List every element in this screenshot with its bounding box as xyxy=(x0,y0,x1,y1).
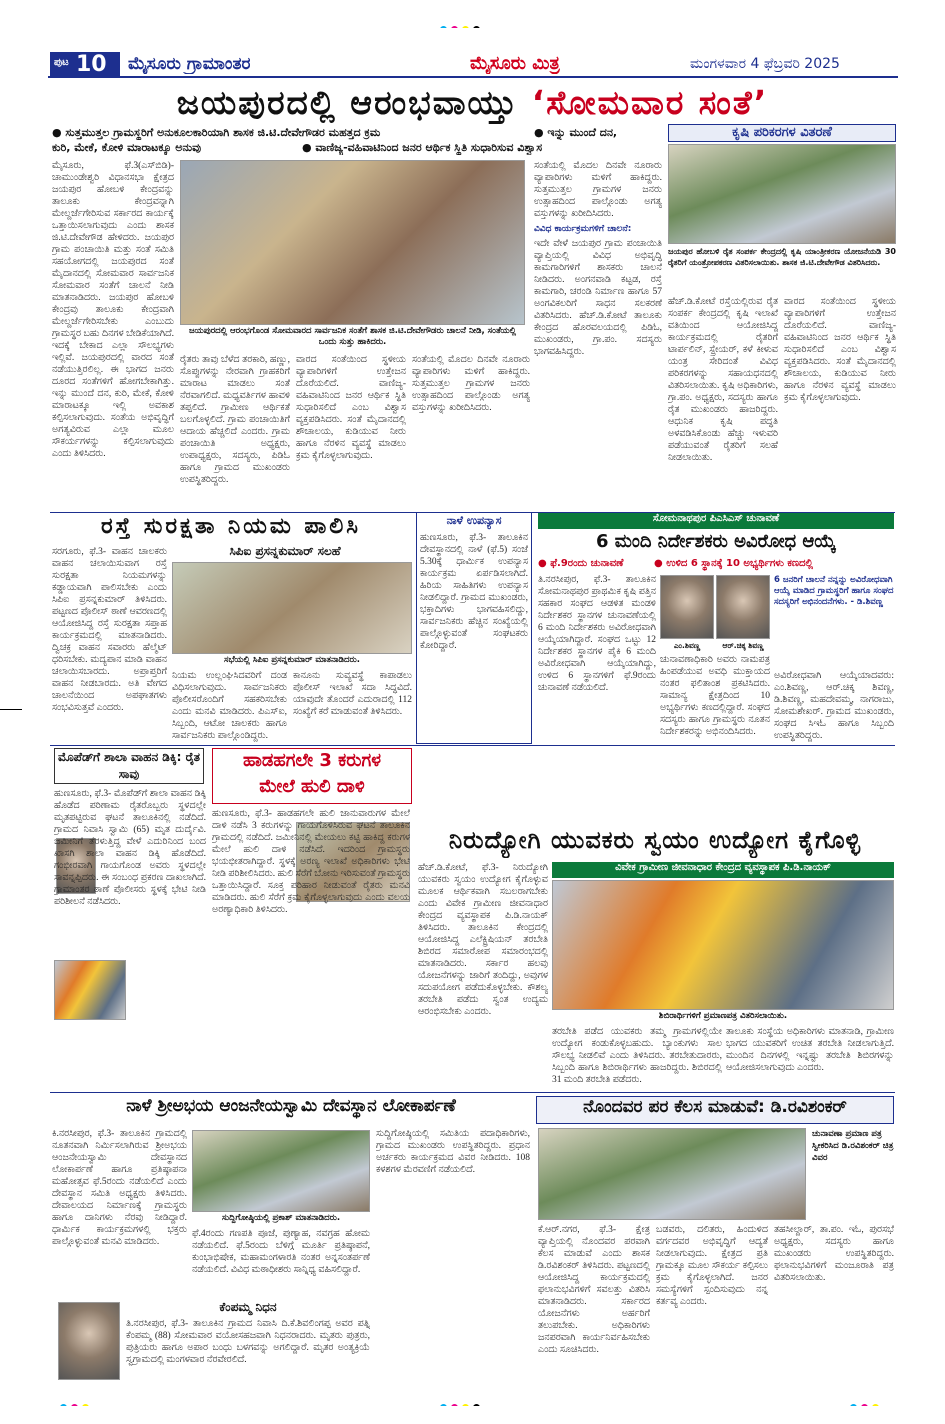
krishi-photo xyxy=(668,144,896,244)
lead-kicker-1: ● ಸುತ್ತಮುತ್ತಲ ಗ್ರಾಮಸ್ಥರಿಗೆ ಅನುಕೂಲಕಾರಿಯಾಗಿ ಶಾಸಕ ಜಿ.ಟಿ.ದೇವೇಗೌಡರ ಮಹತ್ತದ ಕ್ರಮ xyxy=(52,126,381,139)
page-label: ಪುಟ xyxy=(54,57,69,68)
section-title: ಮೈಸೂರು ಗ್ರಾಮಾಂತರ xyxy=(128,54,251,74)
lead-kicker-3: ಕುರಿ, ಮೇಕೆ, ಕೋಳಿ ಮಾರಾಟಕ್ಕೂ ಅನುವು xyxy=(52,141,202,154)
service-col3: ತಹಸೀಲ್ದಾರ್, ತಾ.ಪಂ. ಇಓ, ಪುರಸಭೆ ಅಧ್ಯಕ್ಷರು, ಸದಸ್ಯರು ಹಾಗೂ ಮುಖಂಡರು ಉಪಸ್ಥಿತರಿದ್ದರು. ಫಲಾನುಭವಿಗಳಿಗೆ ಮಂಜೂರಾತಿ ಪತ್ರ ವಿತರಿಸಲಾಯಿತು. xyxy=(774,1225,894,1283)
pacs-name-2: ಆರ್.ಚಿಕ್ಕ ಶಿವಣ್ಣ xyxy=(716,640,770,651)
pacs-sub2: ● ಉಳಿದ 6 ಸ್ಥಾನಕ್ಕೆ 10 ಅಭ್ಯರ್ಥಿಗಳು ಕಣದಲ್ಲಿ xyxy=(654,558,813,569)
lead-col5: ಇದೇ ವೇಳೆ ಜಯಪುರ ಗ್ರಾಮ ಪಂಚಾಯಿತಿ ವ್ಯಾಪ್ತಿಯಲ್ಲಿ ವಿವಿಧ ಅಭಿವೃದ್ಧಿ ಕಾಮಗಾರಿಗಳಿಗೆ ಶಾಸಕರು ಚಾಲನೆ ನೀಡಿದರು. ಅಂಗನವಾಡಿ ಕಟ್ಟಡ, ರಸ್ತೆ ಕಾಮಗಾರಿ, ಚರಂಡಿ ನಿರ್ಮಾಣ ಹಾಗೂ 57 ಅಂಗವಿಕಲರಿಗೆ ಸಾಧನ ಸಲಕರಣೆ ವಿತರಿಸಿದರು. ಹೆಚ್.ಡಿ.ಕೋಟೆ ತಾಲೂಕು ಕೇಂದ್ರದ ಹೊರವಲಯದಲ್ಲಿ ಪಿಡಿಓ, ಮುಖಂಡರು, ಗ್ರಾ.ಪಂ. ಸದಸ್ಯರು ಭಾಗವಹಿಸಿದ್ದರು. xyxy=(534,239,662,357)
pacs-portrait-1 xyxy=(660,575,714,639)
school-title: ಮೊಪೆಡ್‍ಗೆ ಶಾಲಾ ವಾಹನ ಡಿಕ್ಕಿ: ರೈತ ಸಾವು xyxy=(54,748,204,784)
lead-photo-caption: ಜಯಪುರದಲ್ಲಿ ಆರಂಭಗೊಂಡ ಸೋಮವಾರದ ಸಾರ್ವಜನಿಕ ಸಂತೆಗೆ ಶಾಸಕ ಜಿ.ಟಿ.ದೇವೇಗೌಡರು ಚಾಲನೆ ನೀಡಿ, ಸಂತೆಯಲ್ಲಿ ಒಂದು ಸುತ್ತು ಹಾಕಿದರು. xyxy=(180,326,525,350)
lead-headline xyxy=(50,82,895,124)
krishi-caption: ಜಯಪುರ ಹೋಬಳಿ ರೈತ ಸಂಪರ್ಕ ಕೇಂದ್ರದಲ್ಲಿ ಕೃಷಿ ಯಾಂತ್ರೀಕರಣ ಯೋಜನೆಯಡಿ 30 ರೈತರಿಗೆ ಯಂತ್ರೋಪಕರಣ ವಿತರಿಸಲಾಯಿತು. ಶಾಸಕ ಜಿ.ಟಿ.ದೇವೇಗೌಡ ವಿತರಿಸಿದರು. xyxy=(668,246,896,292)
temple-caption: ಸುದ್ದಿಗೋಷ್ಠಿಯಲ್ಲಿ ಪ್ರಕಾಶ್ ಮಾತನಾಡಿದರು. xyxy=(192,1213,370,1225)
pacs-col2: ಚುನಾವಣಾಧಿಕಾರಿ ಅವರು ನಾಮಪತ್ರ ಹಿಂಪಡೆಯುವ ಅವಧಿ ಮುಕ್ತಾಯದ ನಂತರ ಫಲಿತಾಂಶ ಪ್ರಕಟಿಸಿದರು. ಸಾಮಾನ್ಯ ಕ್ಷೇತ್ರದಿಂದ 10 ಅಭ್ಯರ್ಥಿಗಳು ಕಣದಲ್ಲಿದ್ದಾರೆ. ಸಂಘದ ಸದಸ್ಯರು ಹಾಗೂ ಗ್ರಾಮಸ್ಥರು ನೂತನ ನಿರ್ದೇಶಕರನ್ನು ಅಭಿನಂದಿಸಿದರು. xyxy=(660,655,770,737)
jobs-photo xyxy=(552,880,894,1010)
road-col3: ಕಾನೂನು ಸುವ್ಯವಸ್ಥೆ ಕಾಪಾಡಲು ಪೊಲೀಸ್ ಇಲಾಖೆ ಸದಾ ಸಿದ್ಧವಿದೆ. ಯಾವುದೇ ತೊಂದರೆ ಎದುರಾದಲ್ಲಿ 112 ಸಂಖ್ಯೆಗೆ ಕರೆ ಮಾಡುವಂತೆ ತಿಳಿಸಿದರು. xyxy=(293,671,412,717)
lead-kicker-4: ● ವಾಣಿಜ್ಯ-ವಹಿವಾಟಿನಿಂದ ಜನರ ಆರ್ಥಿಕ ಸ್ಥಿತಿ ಸುಧಾರಿಸುವ ವಿಶ್ವಾಸ xyxy=(302,141,543,154)
issue-date: ಮಂಗಳವಾರ 4 ಫೆಬ್ರವರಿ 2025 xyxy=(690,56,840,72)
temple-headline: ನಾಳೆ ಶ್ರೀಅಭಯ ಆಂಜನೇಯಸ್ವಾಮಿ ದೇವಸ್ಥಾನ ಲೋಕಾರ್ಪಣೆ xyxy=(126,1096,456,1116)
jobs-col2: ತರಬೇತಿ ಪಡೆದ ಯುವಕರು ತಮ್ಮ ಗ್ರಾಮಗಳಲ್ಲಿಯೇ ಉದ್ಯೋಗ ಕಂಡುಕೊಳ್ಳಬಹುದು. ಬ್ಯಾಂಕುಗಳು ಸಾಲ ಸೌಲಭ್ಯ ನೀಡಲಿವೆ ಎಂದು ತಿಳಿಸಿದರು. ತರಬೇತುದಾರರು, ಸಿಬ್ಬಂದಿ ಹಾಗೂ ಶಿಬಿರಾರ್ಥಿಗಳು ಹಾಜರಿದ್ದರು. ಶಿಬಿರದಲ್ಲಿ 31 ಮಂದಿ ತರಬೇತಿ ಪಡೆದರು. xyxy=(552,1027,722,1085)
jobs-col1: ಹೆಚ್.ಡಿ.ಕೋಟೆ, ಫೆ.3- ನಿರುದ್ಯೋಗಿ ಯುವಕರು ಸ್ವಯಂ ಉದ್ಯೋಗ ಕೈಗೊಳ್ಳುವ ಮೂಲಕ ಆರ್ಥಿಕವಾಗಿ ಸಬಲರಾಗಬೇಕು ಎಂದು ವಿವೇಕ ಗ್ರಾಮೀಣ ಜೀವನಾಧಾರ ಕೇಂದ್ರದ ವ್ಯವಸ್ಥಾಪಕ ಪಿ.ಡಿ.ನಾಯಕ್ ತಿಳಿಸಿದರು. ತಾಲೂಕಿನ ಕೇಂದ್ರದಲ್ಲಿ ಆಯೋಜಿಸಿದ್ದ ಎಲೆಕ್ಟ್ರಿಷಿಯನ್ ತರಬೇತಿ ಶಿಬಿರದ ಸಮಾರೋಪ ಸಮಾರಂಭದಲ್ಲಿ ಮಾತನಾಡಿದರು. ಸರ್ಕಾರ ಹಲವು ಯೋಜನೆಗಳನ್ನು ಜಾರಿಗೆ ತಂದಿದ್ದು, ಅವುಗಳ ಸದುಪಯೋಗ ಪಡೆದುಕೊಳ್ಳಬೇಕು. ಕೌಶಲ್ಯ ತರಬೇತಿ ಪಡೆದು ಸ್ವಂತ ಉದ್ಯಮ ಆರಂಭಿಸಬೇಕು ಎಂದರು. xyxy=(418,863,548,1017)
road-headline: ರಸ್ತೆ ಸುರಕ್ಷತಾ ನಿಯಮ ಪಾಲಿಸಿ xyxy=(101,514,361,539)
road-subheadline: ಸಿಪಿಐ ಪ್ರಸನ್ನಕುಮಾರ್ ಸಲಹೆ xyxy=(229,544,341,558)
tiger-title-1: ಹಾಡಹಗಲೇ 3 ಕರುಗಳ xyxy=(243,750,381,771)
lead-headline-part2: ‘ಸೋಮವಾರ ಸಂತೆ’ xyxy=(531,83,769,122)
pacs-name-1: ಎಂ.ಶಿವಣ್ಣ xyxy=(660,640,714,651)
page-number-box xyxy=(50,52,120,76)
left-crop-mark xyxy=(0,709,22,710)
pacs-portrait-2 xyxy=(716,575,770,639)
pacs-headline: 6 ಮಂದಿ ನಿರ್ದೇಶಕರು ಅವಿರೋಧ ಆಯ್ಕೆ xyxy=(596,531,836,552)
road-caption: ಸಭೆಯಲ್ಲಿ ಸಿಪಿಐ ಪ್ರಸನ್ನಕುಮಾರ್ ಮಾತನಾಡಿದರು. xyxy=(172,655,412,667)
lead-photo xyxy=(180,160,525,325)
temple-col1: ಕಿ.ನರಸೀಪುರ, ಫೆ.3- ತಾಲೂಕಿನ ಗ್ರಾಮದಲ್ಲಿ ನೂತನವಾಗಿ ನಿರ್ಮಿಸಲಾಗಿರುವ ಶ್ರೀಅಭಯ ಆಂಜನೇಯಸ್ವಾಮಿ ದೇವಸ್ಥಾನದ ಲೋಕಾರ್ಪಣೆ ಹಾಗೂ ಪ್ರತಿಷ್ಠಾಪನಾ ಮಹೋತ್ಸವ ಫೆ.5ರಂದು ನಡೆಯಲಿದೆ ಎಂದು ದೇವಸ್ಥಾನ ಸಮಿತಿ ಅಧ್ಯಕ್ಷರು ತಿಳಿಸಿದರು. ದೇವಾಲಯದ ನಿರ್ಮಾಣಕ್ಕೆ ಗ್ರಾಮಸ್ಥರು ಹಾಗೂ ದಾನಿಗಳು ನೆರವು ನೀಡಿದ್ದಾರೆ. ಧಾರ್ಮಿಕ ಕಾರ್ಯಕ್ರಮಗಳಲ್ಲಿ ಭಕ್ತರು ಪಾಲ್ಗೊಳ್ಳುವಂತೆ ಮನವಿ ಮಾಡಿದರು. xyxy=(52,1129,187,1247)
krishi-body-2: ವಾರದ ಸಂತೆಯಿಂದ ಸ್ಥಳೀಯ ವ್ಯಾಪಾರಿಗಳಿಗೆ ಉತ್ತೇಜನ ದೊರೆಯಲಿದೆ. ವಾಣಿಜ್ಯ-ವಹಿವಾಟಿನಿಂದ ಜನರ ಆರ್ಥಿಕ ಸ್ಥಿತಿ ಸುಧಾರಿಸಲಿದೆ ಎಂಬ ವಿಶ್ವಾಸ ವ್ಯಕ್ತಪಡಿಸಿದರು. ಸಂತೆ ಮೈದಾನದಲ್ಲಿ ಶೌಚಾಲಯ, ಕುಡಿಯುವ ನೀರು ಹಾಗೂ ನೆರಳಿನ ವ್ಯವಸ್ಥೆ ಮಾಡಲು ಕ್ರಮ ಕೈಗೊಳ್ಳಲಾಗುವುದು. xyxy=(784,297,896,403)
jobs-col3: ತಾಲೂಕು ಸಂಸ್ಥೆಯ ಅಧಿಕಾರಿಗಳು ಮಾತನಾಡಿ, ಗ್ರಾಮೀಣ ಭಾಗದ ಯುವಕರಿಗೆ ಉಚಿತ ತರಬೇತಿ ನೀಡಲಾಗುತ್ತಿದೆ. ಮುಂದಿನ ದಿನಗಳಲ್ಲಿ ಇನ್ನಷ್ಟು ತರಬೇತಿ ಶಿಬಿರಗಳನ್ನು ಆಯೋಜಿಸಲಾಗುವುದು ಎಂದರು. xyxy=(726,1027,894,1073)
jobs-headline: ನಿರುದ್ಯೋಗಿ ಯುವಕರು ಸ್ವಯಂ ಉದ್ಯೋಗ ಕೈಗೊಳ್ಳಿ xyxy=(448,826,862,854)
jobs-caption: ಶಿಬಿರಾರ್ಥಿಗಳಿಗೆ ಪ್ರಮಾಣಪತ್ರ ವಿತರಿಸಲಾಯಿತು. xyxy=(552,1011,894,1023)
top-registration-dots xyxy=(440,18,520,28)
road-col2: ನಿಯಮ ಉಲ್ಲಂಘಿಸಿದವರಿಗೆ ದಂಡ ವಿಧಿಸಲಾಗುವುದು. ಸಾರ್ವಜನಿಕರು ಪೊಲೀಸರೊಂದಿಗೆ ಸಹಕರಿಸಬೇಕು ಎಂದು ಮನವಿ ಮಾಡಿದರು. ಪಿಎಸ್‍ಐ, ಸಿಬ್ಬಂದಿ, ಆಟೋ ಚಾಲಕರು ಹಾಗೂ ಸಾರ್ವಜನಿಕರು ಪಾಲ್ಗೊಂಡಿದ್ದರು. xyxy=(172,671,287,741)
jobs-tag: ವಿವೇಕ ಗ್ರಾಮೀಣ ಜೀವನಾಧಾರ ಕೇಂದ್ರದ ವ್ಯವಸ್ಥಾಪಕ ಪಿ.ಡಿ.ನಾಯಕ್ xyxy=(552,862,894,878)
page-number: 10 xyxy=(76,52,107,76)
bottom-right-dots xyxy=(850,1396,910,1406)
temple-photo xyxy=(192,1130,370,1212)
lead-col5-top: ಸಂತೆಯಲ್ಲಿ ಮೊದಲ ದಿನವೇ ನೂರಾರು ವ್ಯಾಪಾರಿಗಳು ಮಳಿಗೆ ಹಾಕಿದ್ದರು. ಸುತ್ತಮುತ್ತಲ ಗ್ರಾಮಗಳ ಜನರು ಉತ್ಸಾಹದಿಂದ ಪಾಲ್ಗೊಂಡು ಅಗತ್ಯ ವಸ್ತುಗಳನ್ನು ಖರೀದಿಸಿದರು. xyxy=(534,161,662,219)
pacs-tag: ಸೋಮನಾಥಪುರ ಪಿಎಸಿಎಸ್ ಚುನಾವಣೆ xyxy=(538,513,894,529)
service-side-caption: ಚುನಾವಣಾ ಪ್ರಮಾಣ ಪತ್ರ ಸ್ವೀಕರಿಸಿದ ಡಿ.ರವಿಶಂಕರ್ ಚಿತ್ರ ವಿವರ xyxy=(812,1129,894,1163)
lead-col1: ಮೈಸೂರು, ಫೆ.3(ಎಸ್‍ಬಿಡಿ)- ಚಾಮುಂಡೇಶ್ವರಿ ವಿಧಾನಸಭಾ ಕ್ಷೇತ್ರದ ಜಯಪುರ ಹೋಬಳಿ ಕೇಂದ್ರವನ್ನು ತಾಲೂಕು ಕೇಂದ್ರವನ್ನಾಗಿ ಮೇಲ್ದರ್ಜೆಗೇರಿಸುವ ಸರ್ಕಾರದ ಕಾರ್ಯಕ್ಕೆ ಒತ್ತಾಯಿಸಲಾಗುವುದು ಎಂದು ಶಾಸಕ ಜಿ.ಟಿ.ದೇವೇಗೌಡ ಹೇಳಿದರು. ಜಯಪುರ ಗ್ರಾಮ ಪಂಚಾಯಿತಿ ಮತ್ತು ಸಂತೆ ಸಮಿತಿ ಸಹಯೋಗದಲ್ಲಿ ಜಯಪುರದ ಸಂತೆ ಮೈದಾನದಲ್ಲಿ ಸೋಮವಾರ ಸಾರ್ವಜನಿಕ ಸೋಮವಾರ ಸಂತೆಗೆ ಚಾಲನೆ ನೀಡಿ ಮಾತನಾಡಿದರು. ಜಯಪುರ ಹೋಬಳಿ ಕೇಂದ್ರವು ತಾಲೂಕು ಕೇಂದ್ರವಾಗಿ ಮೇಲ್ದರ್ಜೆಗೇರಿಸಬೇಕು ಎಂಬುದು ಗ್ರಾಮಸ್ಥರ ಬಹು ದಿನಗಳ ಬೇಡಿಕೆಯಾಗಿದೆ. ಇದಕ್ಕೆ ಬೇಕಾದ ಎಲ್ಲಾ ಸೌಲಭ್ಯಗಳು ಇಲ್ಲಿವೆ. ಜಯಪುರದಲ್ಲಿ ವಾರದ ಸಂತೆ ನಡೆಯುತ್ತಿರಲಿಲ್ಲ. ಈ ಭಾಗದ ಜನರು ದೂರದ ಸಂತೆಗಳಿಗೆ ಹೋಗಬೇಕಾಗಿತ್ತು. ಇನ್ನು ಮುಂದೆ ದನ, ಕುರಿ, ಮೇಕೆ, ಕೋಳಿ ಮಾರಾಟಕ್ಕೂ ಇಲ್ಲಿ ಅವಕಾಶ ಕಲ್ಪಿಸಲಾಗುವುದು. ಸಂತೆಯ ಅಭಿವೃದ್ಧಿಗೆ ಅಗತ್ಯವಿರುವ ಎಲ್ಲಾ ಮೂಲ ಸೌಕರ್ಯಗಳನ್ನು ಕಲ್ಪಿಸಲಾಗುವುದು ಎಂದು ತಿಳಿಸಿದರು. xyxy=(52,161,174,459)
bottom-registration-dots xyxy=(440,1396,520,1406)
divider-3 xyxy=(50,1092,895,1093)
service-headline: ನೊಂದವರ ಪರ ಕೆಲಸ ಮಾಡುವೆ: ಡಿ.ರವಿಶಂಕರ್ xyxy=(536,1096,894,1124)
obit-photo xyxy=(58,1302,120,1380)
lead-headline-part1: ಜಯಪುರದಲ್ಲಿ ಆರಂಭವಾಯ್ತು xyxy=(176,83,532,122)
pacs-col3: ಅವಿರೋಧವಾಗಿ ಆಯ್ಕೆಯಾದವರು: ಎಂ.ಶಿವಣ್ಣ, ಆರ್.ಚಿಕ್ಕ ಶಿವಣ್ಣ, ಡಿ.ಶಿವಣ್ಣ, ಮಹದೇವಮ್ಮ, ನಾಗರಾಜು, ಸೋಮಶೇಖರ್. ಗ್ರಾಮದ ಮುಖಂಡರು, ಸಂಘದ ಸಿಇಓ ಹಾಗೂ ಸಿಬ್ಬಂದಿ ಉಪಸ್ಥಿತರಿದ್ದರು. xyxy=(774,671,894,741)
tiger-body: ಹುಣಸೂರು, ಫೆ.3- ಹಾಡಹಗಲೇ ಹುಲಿ ಜಾನುವಾರುಗಳ ಮೇಲೆ ದಾಳಿ ನಡೆಸಿ 3 ಕರುಗಳನ್ನು ಗಾಯಗೊಳಿಸಿರುವ ಘಟನೆ ತಾಲೂಕಿನ ಗ್ರಾಮದಲ್ಲಿ ನಡೆದಿದೆ. ಜಮೀನಿನಲ್ಲಿ ಮೇಯಲು ಕಟ್ಟಿ ಹಾಕಿದ್ದ ಕರುಗಳ ಮೇಲೆ ಹುಲಿ ದಾಳಿ ನಡೆಸಿದೆ. ಇದರಿಂದ ಗ್ರಾಮಸ್ಥರು ಭಯಭೀತರಾಗಿದ್ದಾರೆ. ಸ್ಥಳಕ್ಕೆ ಅರಣ್ಯ ಇಲಾಖೆ ಅಧಿಕಾರಿಗಳು ಭೇಟಿ ನೀಡಿ ಪರಿಶೀಲಿಸಿದರು. ಹುಲಿ ಸೆರೆಗೆ ಬೋನು ಇರಿಸುವಂತೆ ಗ್ರಾಮಸ್ಥರು ಒತ್ತಾಯಿಸಿದ್ದಾರೆ. ಸೂಕ್ತ ಪರಿಹಾರ ನೀಡುವಂತೆ ರೈತರು ಮನವಿ ಮಾಡಿದರು. ಹುಲಿ ಸೆರೆಗೆ ಕ್ರಮ ಕೈಗೊಳ್ಳಲಾಗುವುದು ಎಂದು ವಲಯ ಅರಣ್ಯಾಧಿಕಾರಿ ತಿಳಿಸಿದರು. xyxy=(212,809,410,915)
tiger-title-2: ಮೇಲೆ ಹುಲಿ ದಾಳಿ xyxy=(259,776,365,797)
krishi-title: ಕೃಷಿ ಪರಿಕರಗಳ ವಿತರಣೆ xyxy=(668,124,896,142)
lead-col2: ರೈತರು ತಾವು ಬೆಳೆದ ತರಕಾರಿ, ಹಣ್ಣು, ಸೊಪ್ಪುಗಳನ್ನು ನೇರವಾಗಿ ಗ್ರಾಹಕರಿಗೆ ಮಾರಾಟ ಮಾಡಲು ಸಂತೆ ನೆರವಾಗಲಿದೆ. ಮಧ್ಯವರ್ತಿಗಳ ಹಾವಳಿ ತಪ್ಪಲಿದೆ. ಗ್ರಾಮೀಣ ಆರ್ಥಿಕತೆ ಬಲಗೊಳ್ಳಲಿದೆ. ಗ್ರಾಮ ಪಂಚಾಯಿತಿಗೆ ಆದಾಯ ಹೆಚ್ಚಲಿದೆ ಎಂದರು. ಗ್ರಾಮ ಪಂಚಾಯಿತಿ ಅಧ್ಯಕ್ಷರು, ಉಪಾಧ್ಯಕ್ಷರು, ಸದಸ್ಯರು, ಪಿಡಿಓ ಹಾಗೂ ಗ್ರಾಮದ ಮುಖಂಡರು ಉಪಸ್ಥಿತರಿದ್ದರು. xyxy=(180,355,290,485)
temple-col3: ಸುದ್ದಿಗೋಷ್ಠಿಯಲ್ಲಿ ಸಮಿತಿಯ ಪದಾಧಿಕಾರಿಗಳು, ಗ್ರಾಮದ ಮುಖಂಡರು ಉಪಸ್ಥಿತರಿದ್ದರು. ಪ್ರಧಾನ ಅರ್ಚಕರು ಕಾರ್ಯಕ್ರಮದ ವಿವರ ನೀಡಿದರು. 108 ಕಳಶಗಳ ಮೆರವಣಿಗೆ ನಡೆಯಲಿದೆ. xyxy=(376,1129,530,1175)
obit-title: ಕೆಂಪಮ್ಮ ನಿಧನ xyxy=(219,1300,277,1314)
krishi-body-1: ಹೆಚ್.ಡಿ.ಕೋಟೆ ರಸ್ತೆಯಲ್ಲಿರುವ ರೈತ ಸಂಪರ್ಕ ಕೇಂದ್ರದಲ್ಲಿ ಕೃಷಿ ಇಲಾಖೆ ವತಿಯಿಂದ ಆಯೋಜಿಸಿದ್ದ ಕಾರ್ಯಕ್ರಮದಲ್ಲಿ ರೈತರಿಗೆ ಟಾರ್ಪಲಿನ್, ಸ್ಪ್ರೇಯರ್, ಕಳೆ ಕೀಳುವ ಯಂತ್ರ ಸೇರಿದಂತೆ ವಿವಿಧ ಪರಿಕರಗಳನ್ನು ಸಹಾಯಧನದಲ್ಲಿ ವಿತರಿಸಲಾಯಿತು. ಕೃಷಿ ಅಧಿಕಾರಿಗಳು, ಗ್ರಾ.ಪಂ. ಅಧ್ಯಕ್ಷರು, ಸದಸ್ಯರು ಹಾಗೂ ರೈತ ಮುಖಂಡರು ಹಾಜರಿದ್ದರು. ಆಧುನಿಕ ಕೃಷಿ ಪದ್ಧತಿ ಅಳವಡಿಸಿಕೊಂಡು ಹೆಚ್ಚು ಇಳುವರಿ ಪಡೆಯುವಂತೆ ರೈತರಿಗೆ ಸಲಹೆ ನೀಡಲಾಯಿತು. xyxy=(668,297,778,463)
paper-logo: ಮೈಸೂರು ಮಿತ್ರ xyxy=(470,53,560,74)
pacs-col1: ತಿ.ನರಸೀಪುರ, ಫೆ.3- ತಾಲೂಕಿನ ಸೋಮನಾಥಪುರ ಪ್ರಾಥಮಿಕ ಕೃಷಿ ಪತ್ತಿನ ಸಹಕಾರ ಸಂಘದ ಆಡಳಿತ ಮಂಡಳಿ ನಿರ್ದೇಶಕರ ಸ್ಥಾನಗಳ ಚುನಾವಣೆಯಲ್ಲಿ 6 ಮಂದಿ ನಿರ್ದೇಶಕರು ಅವಿರೋಧವಾಗಿ ಆಯ್ಕೆಯಾಗಿದ್ದಾರೆ. ಸಂಘದ ಒಟ್ಟು 12 ನಿರ್ದೇಶಕರ ಸ್ಥಾನಗಳ ಪೈಕಿ 6 ಮಂದಿ ಅವಿರೋಧವಾಗಿ ಆಯ್ಕೆಯಾಗಿದ್ದು, ಉಳಿದ 6 ಸ್ಥಾನಗಳಿಗೆ ಫೆ.9ರಂದು ಚುನಾವಣೆ ನಡೆಯಲಿದೆ. xyxy=(538,575,656,693)
temple-col2: ಫೆ.4ರಂದು ಗಣಪತಿ ಪೂಜೆ, ಪುಣ್ಯಾಹ, ನವಗ್ರಹ ಹೋಮ ನಡೆಯಲಿದೆ. ಫೆ.5ರಂದು ಬೆಳಿಗ್ಗೆ ಮೂರ್ತಿ ಪ್ರತಿಷ್ಠಾಪನೆ, ಕುಂಭಾಭಿಷೇಕ, ಮಹಾಮಂಗಳಾರತಿ ನಂತರ ಅನ್ನಸಂತರ್ಪಣೆ ನಡೆಯಲಿದೆ. ವಿವಿಧ ಮಠಾಧೀಶರು ಸಾನ್ನಿಧ್ಯ ವಹಿಸಲಿದ್ದಾರೆ. xyxy=(192,1229,370,1275)
divider-2 xyxy=(50,745,895,746)
road-photo xyxy=(172,562,412,654)
upanyasa-title: ನಾಳೆ ಉಪನ್ಯಾಸ xyxy=(446,514,502,527)
service-col2: ಬಡವರು, ದಲಿತರು, ಹಿಂದುಳಿದ ವರ್ಗದವರ ಅಭಿವೃದ್ಧಿಗೆ ಆದ್ಯತೆ ನೀಡಲಾಗುವುದು. ಕ್ಷೇತ್ರದ ಪ್ರತಿ ಗ್ರಾಮಕ್ಕೂ ಮೂಲ ಸೌಕರ್ಯ ಕಲ್ಪಿಸಲು ಕ್ರಮ ಕೈಗೊಳ್ಳಲಾಗಿದೆ. ಜನರ ಸಮಸ್ಯೆಗಳಿಗೆ ಸ್ಪಂದಿಸುವುದು ನನ್ನ ಕರ್ತವ್ಯ ಎಂದರು. xyxy=(656,1225,768,1307)
bottom-left-dots xyxy=(60,1396,120,1406)
lead-col4: ಸಂತೆಯಲ್ಲಿ ಮೊದಲ ದಿನವೇ ನೂರಾರು ವ್ಯಾಪಾರಿಗಳು ಮಳಿಗೆ ಹಾಕಿದ್ದರು. ಸುತ್ತಮುತ್ತಲ ಗ್ರಾಮಗಳ ಜನರು ಉತ್ಸಾಹದಿಂದ ಪಾಲ್ಗೊಂಡು ಅಗತ್ಯ ವಸ್ತುಗಳನ್ನು ಖರೀದಿಸಿದರು. xyxy=(412,355,530,413)
lead-col3: ವಾರದ ಸಂತೆಯಿಂದ ಸ್ಥಳೀಯ ವ್ಯಾಪಾರಿಗಳಿಗೆ ಉತ್ತೇಜನ ದೊರೆಯಲಿದೆ. ವಾಣಿಜ್ಯ-ವಹಿವಾಟಿನಿಂದ ಜನರ ಆರ್ಥಿಕ ಸ್ಥಿತಿ ಸುಧಾರಿಸಲಿದೆ ಎಂಬ ವಿಶ್ವಾಸ ವ್ಯಕ್ತಪಡಿಸಿದರು. ಸಂತೆ ಮೈದಾನದಲ್ಲಿ ಶೌಚಾಲಯ, ಕುಡಿಯುವ ನೀರು ಹಾಗೂ ನೆರಳಿನ ವ್ಯವಸ್ಥೆ ಮಾಡಲು ಕ್ರಮ ಕೈಗೊಳ್ಳಲಾಗುವುದು. xyxy=(296,355,406,461)
service-photo xyxy=(538,1128,806,1220)
lead-kicker-2: ● ಇನ್ನು ಮುಂದೆ ದನ, xyxy=(534,126,618,139)
obit-body: ತಿ.ನರಸೀಪುರ, ಫೆ.3- ತಾಲೂಕಿನ ಗ್ರಾಮದ ನಿವಾಸಿ ದಿ.ಕೆ.ಶಿವಲಿಂಗಪ್ಪ ಅವರ ಪತ್ನಿ ಕೆಂಪಮ್ಮ (88) ಸೋಮವಾರ ವಯೋಸಹಜವಾಗಿ ನಿಧನರಾದರು. ಮೃತರು ಪುತ್ರರು, ಪುತ್ರಿಯರು ಹಾಗೂ ಅಪಾರ ಬಂಧು ಬಳಗವನ್ನು ಅಗಲಿದ್ದಾರೆ. ಮೃತರ ಅಂತ್ಯಕ್ರಿಯೆ ಸ್ವಗ್ರಾಮದಲ್ಲಿ ಮಂಗಳವಾರ ನೆರವೇರಲಿದೆ. xyxy=(126,1319,370,1365)
road-col1: ಸರಗೂರು, ಫೆ.3- ವಾಹನ ಚಾಲಕರು ವಾಹನ ಚಲಾಯಿಸುವಾಗ ರಸ್ತೆ ಸುರಕ್ಷತಾ ನಿಯಮಗಳನ್ನು ಕಡ್ಡಾಯವಾಗಿ ಪಾಲಿಸಬೇಕು ಎಂದು ಸಿಪಿಐ ಪ್ರಸನ್ನಕುಮಾರ್ ತಿಳಿಸಿದರು. ಪಟ್ಟಣದ ಪೊಲೀಸ್ ಠಾಣೆ ಆವರಣದಲ್ಲಿ ಆಯೋಜಿಸಿದ್ದ ರಸ್ತೆ ಸುರಕ್ಷತಾ ಸಪ್ತಾಹ ಕಾರ್ಯಕ್ರಮದಲ್ಲಿ ಮಾತನಾಡಿದರು. ದ್ವಿಚಕ್ರ ವಾಹನ ಸವಾರರು ಹೆಲ್ಮೆಟ್ ಧರಿಸಬೇಕು. ಮದ್ಯಪಾನ ಮಾಡಿ ವಾಹನ ಚಲಾಯಿಸಬಾರದು. ಅಪ್ರಾಪ್ತರಿಗೆ ವಾಹನ ನೀಡಬಾರದು. ಅತಿ ವೇಗದ ಚಾಲನೆಯಿಂದ ಅಪಘಾತಗಳು ಸಂಭವಿಸುತ್ತವೆ ಎಂದರು. xyxy=(52,547,167,713)
school-bus-photo xyxy=(54,960,126,1020)
school-body: ಹುಣಸೂರು, ಫೆ.3- ಮೊಪೆಡ್‍ಗೆ ಶಾಲಾ ವಾಹನ ಡಿಕ್ಕಿ ಹೊಡೆದ ಪರಿಣಾಮ ರೈತರೊಬ್ಬರು ಸ್ಥಳದಲ್ಲೇ ಮೃತಪಟ್ಟಿರುವ ಘಟನೆ ತಾಲೂಕಿನಲ್ಲಿ ನಡೆದಿದೆ. ಗ್ರಾಮದ ನಿವಾಸಿ ಸ್ವಾಮಿ (65) ಮೃತ ದುರ್ದೈವಿ. ಜಮೀನಿಗೆ ತೆರಳುತ್ತಿದ್ದ ವೇಳೆ ಎದುರಿನಿಂದ ಬಂದ ಖಾಸಗಿ ಶಾಲಾ ವಾಹನ ಡಿಕ್ಕಿ ಹೊಡೆದಿದೆ. ಗಂಭೀರವಾಗಿ ಗಾಯಗೊಂಡ ಅವರು ಸ್ಥಳದಲ್ಲೇ ಸಾವನ್ನಪ್ಪಿದರು. ಈ ಸಂಬಂಧ ಪ್ರಕರಣ ದಾಖಲಾಗಿದೆ. ಗ್ರಾಮಾಂತರ ಠಾಣೆ ಪೊಲೀಸರು ಸ್ಥಳಕ್ಕೆ ಭೇಟಿ ನೀಡಿ ಪರಿಶೀಲನೆ ನಡೆಸಿದರು. xyxy=(54,789,206,907)
service-col1: ಕೆ.ಆರ್.ನಗರ, ಫೆ.3- ಕ್ಷೇತ್ರ ವ್ಯಾಪ್ತಿಯಲ್ಲಿ ನೊಂದವರ ಪರವಾಗಿ ಕೆಲಸ ಮಾಡುವೆ ಎಂದು ಶಾಸಕ ಡಿ.ರವಿಶಂಕರ್ ತಿಳಿಸಿದರು. ಪಟ್ಟಣದಲ್ಲಿ ಆಯೋಜಿಸಿದ್ದ ಕಾರ್ಯಕ್ರಮದಲ್ಲಿ ಫಲಾನುಭವಿಗಳಿಗೆ ಸವಲತ್ತು ವಿತರಿಸಿ ಮಾತನಾಡಿದರು. ಸರ್ಕಾರದ ಯೋಜನೆಗಳು ಅರ್ಹರಿಗೆ ತಲುಪಬೇಕು. ಅಧಿಕಾರಿಗಳು ಜನಪರವಾಗಿ ಕಾರ್ಯನಿರ್ವಹಿಸಬೇಕು ಎಂದು ಸೂಚಿಸಿದರು. xyxy=(538,1225,650,1355)
pacs-sub1: ● ಫೆ.9ರಂದು ಚುನಾವಣೆ xyxy=(538,558,624,569)
pacs-quote: 6 ಜನರಿಗೆ ಚಾಲನೆ ನನ್ನನ್ನು ಅವಿರೋಧವಾಗಿ ಆಯ್ಕೆ ಮಾಡಿದ ಗ್ರಾಮಸ್ಥರಿಗೆ ಹಾಗೂ ಸಂಘದ ಸದಸ್ಯರಿಗೆ ಅಭಿನಂದನೆಗಳು. - ಡಿ.ಶಿವಣ್ಣ xyxy=(774,575,894,607)
upanyasa-body: ಹುಣಸೂರು, ಫೆ.3- ತಾಲೂಕಿನ ದೇವಸ್ಥಾನದಲ್ಲಿ ನಾಳೆ (ಫೆ.5) ಸಂಜೆ 5.30ಕ್ಕೆ ಧಾರ್ಮಿಕ ಉಪನ್ಯಾಸ ಕಾರ್ಯಕ್ರಮ ಏರ್ಪಡಿಸಲಾಗಿದೆ. ಹಿರಿಯ ಸಾಹಿತಿಗಳು ಉಪನ್ಯಾಸ ನೀಡಲಿದ್ದಾರೆ. ಗ್ರಾಮದ ಮುಖಂಡರು, ಭಕ್ತಾದಿಗಳು ಭಾಗವಹಿಸಲಿದ್ದು, ಸಾರ್ವಜನಿಕರು ಹೆಚ್ಚಿನ ಸಂಖ್ಯೆಯಲ್ಲಿ ಪಾಲ್ಗೊಳ್ಳುವಂತೆ ಸಂಘಟಕರು ಕೋರಿದ್ದಾರೆ. xyxy=(420,533,528,651)
lead-subkicker: ವಿವಿಧ ಕಾರ್ಯಕ್ರಮಗಳಿಗೆ ಚಾಲನೆ: xyxy=(534,224,632,234)
